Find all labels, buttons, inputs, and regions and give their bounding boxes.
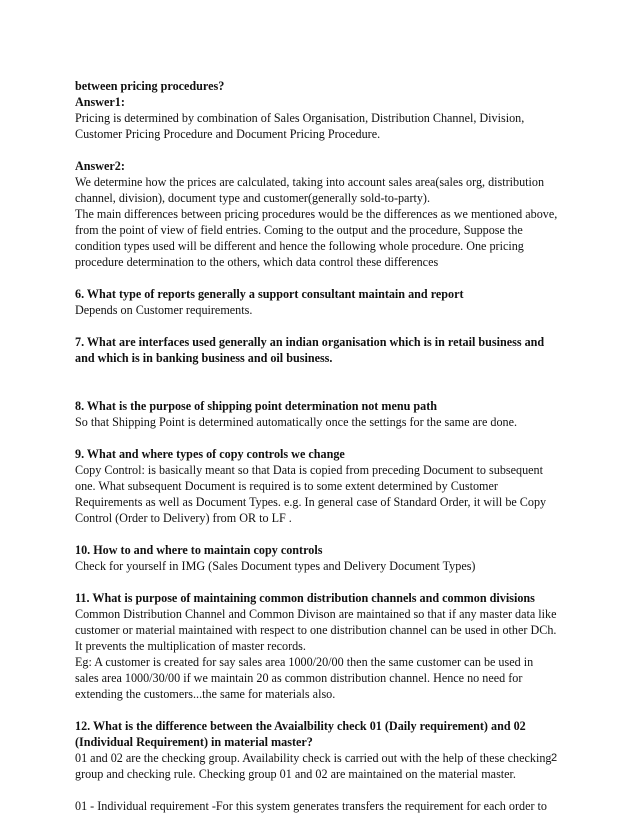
text-line: Check for yourself in IMG (Sales Document types and Delivery Document Types) xyxy=(75,559,476,573)
heading-line: 6. What type of reports generally a support consultant maintain and report xyxy=(75,287,464,301)
heading-line: (Individual Requirement) in material master? xyxy=(75,735,313,749)
paragraph-gap xyxy=(75,430,575,446)
text-line: procedure determination to the others, which data control these differences xyxy=(75,255,439,269)
text-line: Customer Pricing Procedure and Document Pricing Procedure. xyxy=(75,127,381,141)
text-line: We determine how the prices are calculated, taking into account sales area(sales org, distribution xyxy=(75,175,545,189)
paragraph-gap xyxy=(75,782,575,798)
heading-line: Answer1: xyxy=(75,95,125,109)
paragraph-gap xyxy=(75,382,575,398)
heading-line: Answer2: xyxy=(75,159,125,173)
heading-line: 10. How to and where to maintain copy controls xyxy=(75,543,323,557)
text-line: Requirements as well as Document Types. e.g. In general case of Standard Order, it will be Copy xyxy=(75,495,547,509)
text-line: condition types used will be different and hence the following whole procedure. One pricing xyxy=(75,239,524,253)
text-line: It prevents the multiplication of master records. xyxy=(75,639,306,653)
text-line: customer or material maintained with respect to one distribution channel can be used in other DCh. xyxy=(75,623,557,637)
text-line: extending the customers...the same for materials also. xyxy=(75,687,336,701)
paragraph-gap xyxy=(75,366,575,382)
paragraph-gap xyxy=(75,702,575,718)
paragraph-gap xyxy=(75,270,575,286)
text-line: one. What subsequent Document is required is to some extent determined by Customer xyxy=(75,479,498,493)
paragraph-gap xyxy=(75,574,575,590)
text-line: channel, division), document type and customer(generally sold-to-party). xyxy=(75,191,431,205)
text-line: Control (Order to Delivery) from OR to LF . xyxy=(75,511,292,525)
text-line: Pricing is determined by combination of Sales Organisation, Distribution Channel, Division, xyxy=(75,111,525,125)
text-line: Common Distribution Channel and Common Divison are maintained so that if any master data like xyxy=(75,607,557,621)
text-line: 01 - Individual requirement -For this system generates transfers the requirement for each order to xyxy=(75,799,547,813)
paragraph-gap xyxy=(75,318,575,334)
paragraph-gap xyxy=(75,526,575,542)
heading-line: 12. What is the difference between the Avaialbility check 01 (Daily requirement) and 02 xyxy=(75,719,526,733)
heading-line: 7. What are interfaces used generally an indian organisation which is in retail business and xyxy=(75,335,545,349)
text-line: from the point of view of field entries. Coming to the output and the procedure, Suppose the xyxy=(75,223,523,237)
text-line: Copy Control: is basically meant so that Data is copied from preceding Document to subsequent xyxy=(75,463,543,477)
heading-line: 8. What is the purpose of shipping point determination not menu path xyxy=(75,399,438,413)
text-line: The main differences between pricing procedures would be the differences as we mentioned above, xyxy=(75,207,558,221)
text-line: 01 and 02 are the checking group. Availability check is carried out with the help of these checking xyxy=(75,751,552,765)
text-line: sales area 1000/30/00 if we maintain 20 as common distribution channel. Hence no need for xyxy=(75,671,523,685)
heading-line: 9. What and where types of copy controls we change xyxy=(75,447,345,461)
text-line: group and checking rule. Checking group 01 and 02 are maintained on the material master. xyxy=(75,767,516,781)
text-line: Eg: A customer is created for say sales area 1000/20/00 then the same customer can be used in xyxy=(75,655,534,669)
text-line: So that Shipping Point is determined automatically once the settings for the same are done. xyxy=(75,415,518,429)
paragraph-gap xyxy=(75,142,575,158)
page-number: 2 xyxy=(551,752,558,764)
heading-line: between pricing procedures? xyxy=(75,79,225,93)
page-body xyxy=(75,78,575,814)
heading-line: 11. What is purpose of maintaining common distribution channels and common divisions xyxy=(75,591,535,605)
text-line: Depends on Customer requirements. xyxy=(75,303,253,317)
heading-line: and which is in banking business and oil business. xyxy=(75,351,333,365)
